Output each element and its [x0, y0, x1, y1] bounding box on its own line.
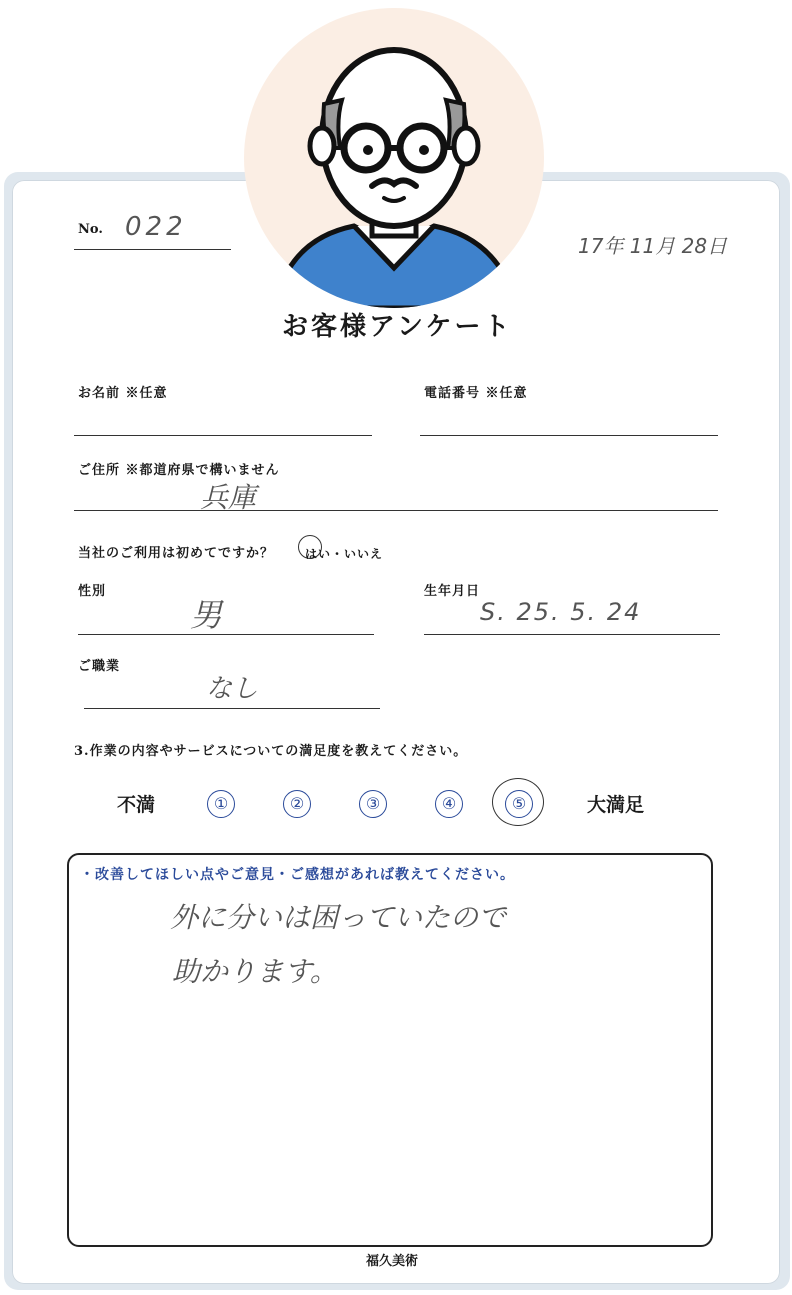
comment-line-2: 助かります。 — [172, 955, 338, 988]
first-use-question: 当社のご利用は初めてですか？ — [78, 546, 275, 561]
birth-value: S. 25. 5. 24 — [480, 598, 642, 626]
gender-label: 性別 — [78, 584, 107, 599]
birth-field[interactable] — [424, 634, 720, 635]
number-underline — [74, 249, 231, 250]
scale-high-label: 大満足 — [587, 794, 645, 816]
first-use-options[interactable]: はい・いいえ — [305, 547, 384, 561]
page-title: お客様アンケート — [282, 312, 513, 342]
birth-label: 生年月日 — [424, 584, 481, 599]
number-label: No. — [78, 222, 103, 237]
phone-field[interactable] — [420, 435, 718, 436]
comment-line-1: 外に分いは困っていたので — [170, 901, 507, 934]
scale-option-2[interactable]: ② — [283, 790, 311, 818]
address-value: 兵庫 — [200, 481, 257, 514]
date-value: 17年 11月 28日 — [578, 234, 728, 258]
job-value: なし — [206, 674, 259, 704]
job-label: ご職業 — [78, 659, 121, 674]
company-name: 福久美術 — [366, 1254, 419, 1269]
gender-field[interactable] — [78, 634, 374, 635]
satisfaction-question: 3.作業の内容やサービスについての満足度を教えてください。 — [74, 744, 468, 759]
address-label: ご住所 ※都道府県で構いません — [78, 463, 280, 478]
avatar — [244, 8, 544, 308]
address-field[interactable] — [74, 510, 718, 511]
job-field[interactable] — [84, 708, 380, 709]
name-label: お名前 ※任意 — [78, 386, 168, 401]
number-value: 022 — [125, 212, 187, 242]
scale-option-3[interactable]: ③ — [359, 790, 387, 818]
elderly-man-icon — [244, 8, 544, 308]
gender-value: 男 — [190, 596, 223, 634]
scale-option-1[interactable]: ① — [207, 790, 235, 818]
scale-option-4[interactable]: ④ — [435, 790, 463, 818]
selected-rating-circle — [492, 778, 544, 826]
comment-prompt: ・改善してほしい点やご意見・ご感想があれば教えてください。 — [80, 867, 515, 883]
scale-option-5[interactable]: ⑤ — [505, 790, 533, 818]
phone-label: 電話番号 ※任意 — [424, 386, 528, 401]
name-field[interactable] — [74, 435, 372, 436]
scale-low-label: 不満 — [117, 794, 156, 816]
